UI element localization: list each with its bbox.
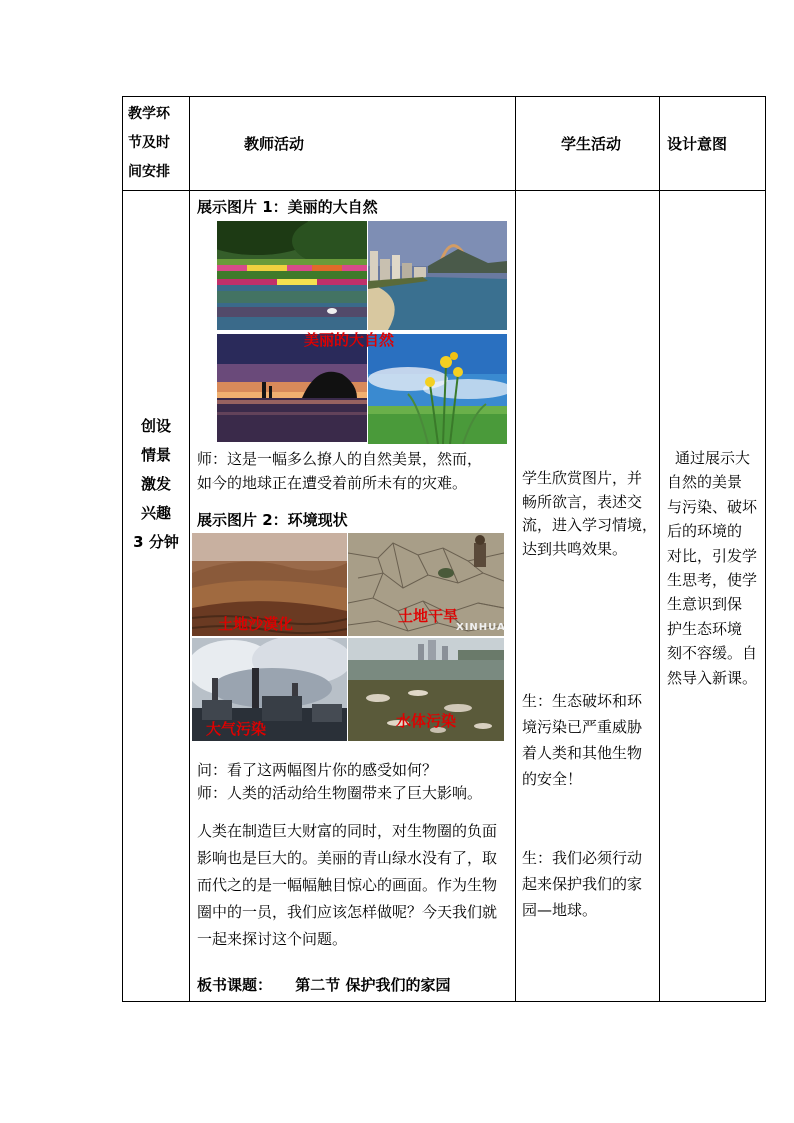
- photo-drought-caption: 土地干旱: [398, 607, 459, 625]
- table-col-divider-2: [515, 96, 516, 1002]
- question-line: 问：看了这两幅图片你的感受如何？: [197, 761, 438, 779]
- header-student-activity: 学生活动: [561, 135, 622, 153]
- text-line: 流，进入学习情境，: [522, 516, 658, 534]
- show-picture-2-heading: 展示图片 2：环境现状: [197, 511, 348, 529]
- student-response-3: [522, 845, 658, 923]
- stage-line: 创设: [140, 417, 171, 435]
- text-line: 生思考，使学: [667, 571, 758, 590]
- table-border-right: [765, 96, 766, 1002]
- text-line: 影响也是巨大的。美丽的青山绿水没有了，取: [197, 849, 498, 867]
- table-header-divider: [122, 190, 766, 191]
- photo-coastal-city: [368, 221, 507, 330]
- text-line: 而代之的是一幅幅触目惊心的画面。作为生物: [197, 876, 498, 894]
- table-border-top: [122, 96, 766, 97]
- text-line: 的安全！: [522, 770, 583, 788]
- photo-desert-caption: 土地沙漠化: [218, 615, 294, 633]
- text-line: 境污染已严重威胁: [522, 718, 643, 736]
- text-line: 通过展示大: [675, 449, 751, 467]
- text-line: 师：这是一幅多么撩人的自然美景，然而，: [197, 450, 483, 468]
- teacher-paragraph-2: [197, 759, 513, 805]
- stage-cell: [124, 412, 188, 557]
- photo-sunset-rock: [217, 334, 367, 442]
- header-teacher-activity: 教师活动: [244, 135, 305, 153]
- design-intent-text: [667, 446, 763, 690]
- text-line: 后的环境的: [667, 522, 743, 541]
- text-line: 然导入新课。: [667, 668, 758, 687]
- text-line: 畅所欲言，表述交: [522, 492, 643, 511]
- header-stage-line: 教学环: [128, 106, 170, 122]
- stage-line: 情景: [140, 446, 171, 464]
- text-line: 圈中的一员，我们应该怎样做呢？今天我们就: [197, 903, 498, 921]
- text-line: 生意识到保: [667, 595, 743, 614]
- photo-garden-lake: [217, 221, 367, 330]
- photo-daffodils: [368, 334, 507, 444]
- header-stage-line: 间安排: [128, 164, 170, 180]
- text-line: 如今的地球正在遭受着前所未有的灾难。: [197, 474, 468, 492]
- text-line: 对比，引发学: [667, 546, 758, 565]
- text-line: 与污染、破坏: [667, 497, 758, 516]
- header-stage: [128, 100, 186, 187]
- text-line: 人类在制造巨大财富的同时，对生物圈的负面: [197, 822, 498, 840]
- stage-line: 激发: [140, 475, 171, 493]
- stage-line: 兴趣: [140, 504, 171, 522]
- board-title: 第二节 保护我们的家园: [295, 976, 451, 994]
- board-title-line: [197, 974, 450, 997]
- text-line: 生：我们必须行动: [522, 849, 643, 867]
- teacher-paragraph-3: [197, 818, 513, 953]
- text-line: 生：生态破坏和环: [522, 692, 643, 710]
- photo-1-caption: 美丽的大自然: [304, 331, 395, 349]
- header-stage-line: 节及时: [128, 135, 170, 151]
- header-design-intent: 设计意图: [667, 135, 728, 153]
- text-line: 护生态环境: [667, 619, 743, 638]
- teacher-paragraph-1: [197, 447, 513, 495]
- text-line: 自然的美景: [667, 473, 743, 492]
- table-col-divider-3: [659, 96, 660, 1002]
- board-label: 板书课题：: [197, 976, 273, 994]
- table-border-left: [122, 96, 123, 1002]
- photo-air-caption: 大气污染: [206, 720, 267, 738]
- student-response-2: [522, 688, 658, 792]
- student-response-1: [522, 467, 658, 561]
- text-line: 着人类和其他生物: [522, 744, 643, 762]
- show-picture-1-heading: 展示图片 1：美丽的大自然: [197, 198, 378, 216]
- text-line: 学生欣赏图片，并: [522, 469, 643, 487]
- text-line: 师：人类的活动给生物圈带来了巨大影响。: [197, 784, 483, 802]
- stage-line: 3 分钟: [133, 533, 179, 551]
- text-line: 园—地球。: [522, 901, 598, 919]
- text-line: 达到共鸣效果。: [522, 539, 628, 558]
- table-col-divider-1: [189, 96, 190, 1002]
- text-line: 起来保护我们的家: [522, 875, 643, 893]
- photo-watermark: XINHUA: [456, 622, 506, 633]
- text-line: 刻不容缓。自: [667, 644, 758, 663]
- table-border-bottom: [122, 1001, 766, 1002]
- text-line: 一起来探讨这个问题。: [197, 930, 348, 948]
- photo-water-caption: 水体污染: [396, 712, 457, 730]
